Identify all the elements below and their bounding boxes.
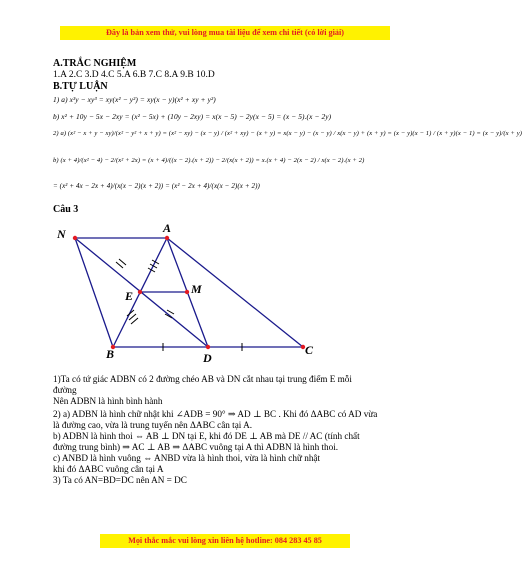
q3-line-4: 2) a) ADBN là hình chữ nhật khi ∠ADB = 90° ⇒ AD ⊥ BC . Khi đó ΔABC có AD vừa xyxy=(53,409,378,419)
q3-line-7: đường trung bình) ⇒ AC ⊥ AB ⇒ ΔABC vuông tại A thì ADBN là hình thoi. xyxy=(53,442,339,452)
hotline-banner: Mọi thắc mắc vui lòng xin liên hệ hotline: 084 283 45 85 xyxy=(100,534,350,548)
section-b-title: B.TỰ LUẬN xyxy=(53,81,108,92)
label-C: C xyxy=(305,343,314,357)
q3-line-8: c) ANBD là hình vuông ⇔ ANBD vừa là hình thoi, vừa là hình chữ nhật xyxy=(53,453,321,463)
q1b-solution: b) x² + 10y − 5x − 2xy = (x² − 5x) + (10y − 2xy) = x(x − 5) − 2y(x − 5) = (x − 5).(x − 2y) xyxy=(53,112,332,121)
question3-text xyxy=(53,374,403,486)
equal-marks xyxy=(116,259,242,351)
q3-line-2: đường xyxy=(53,385,77,395)
question3-title: Câu 3 xyxy=(53,204,79,215)
q1a-solution: 1) a) x³y − xy³ = xy(x² − y²) = xy(x − y)(x² + xy + y²) xyxy=(53,95,216,104)
label-B: B xyxy=(106,347,115,361)
q3-line-6: b) ADBN là hình thoi ⇔ AB ⊥ DN tại E, khi đó DE ⊥ AB mà DE // AC (tính chất xyxy=(53,431,360,441)
geometry-figure xyxy=(53,218,315,368)
section-a-title: A.TRẮC NGHIỆM xyxy=(53,58,137,69)
q3-line-1: 1)Ta có tứ giác ADBN có 2 đường chéo AB và DN cắt nhau tại trung điểm E mỗi xyxy=(53,374,352,384)
q3-line-9: khi đó ΔABC vuông cân tại A xyxy=(53,464,164,474)
q2b-solution-line2: = (x² + 4x − 2x + 4)/(x(x − 2)(x + 2)) = (x² − 2x + 4)/(x(x − 2)(x + 2)) xyxy=(53,182,260,190)
preview-banner: Đây là bản xem thử, vui lòng mua tài liệu để xem chi tiết (có lời giải) xyxy=(60,26,390,40)
label-M: M xyxy=(191,282,202,296)
label-E: E xyxy=(125,289,134,303)
answer-key: 1.A 2.C 3.D 4.C 5.A 6.B 7.C 8.A 9.B 10.D xyxy=(53,70,215,80)
q3-line-3: Nên ADBN là hình bình hành xyxy=(53,396,163,406)
label-D: D xyxy=(203,351,212,365)
label-A: A xyxy=(163,221,172,235)
q2a-solution: 2) a) (x² − x + y − xy)/(x² − y² + x + y) = (x² − xy) − (x − y) / (x² + xy) − (x + y) = x(x − y) − (x − y) / x(x − y) + (x + y) = (x − y)(x − 1) / (x + y)(x − 1) = (x − y)/(x + y) xyxy=(53,130,522,137)
q3-line-10: 3) Ta có AN=BD=DC nên AN = DC xyxy=(53,475,187,485)
label-N: N xyxy=(57,227,66,241)
q2b-solution-line1: b) (x + 4)/(x² − 4) − 2/(x² + 2x) = (x + 4)/((x − 2).(x + 2)) − 2/(x(x + 2)) = x.(x + 4) − 2(x − 2) / x(x − 2).(x + 2) xyxy=(53,157,365,164)
q3-line-5: là đường cao, vừa là trung tuyến nên ΔABC cân tại A. xyxy=(53,420,253,430)
